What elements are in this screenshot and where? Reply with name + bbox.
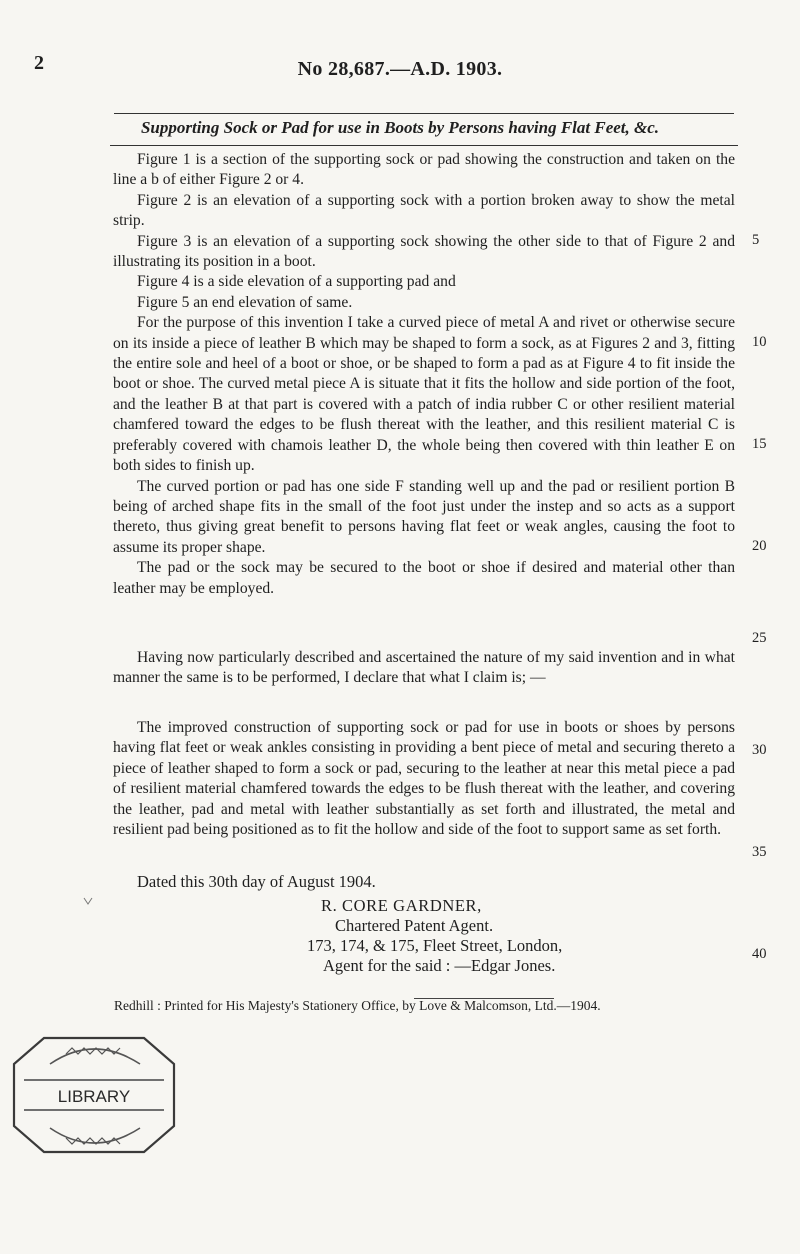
agent-for: Agent for the said : —Edgar Jones. <box>323 956 556 975</box>
subtitle-rule <box>110 145 738 146</box>
line-number: 15 <box>752 436 767 452</box>
paragraph: Figure 2 is an elevation of a supporting sock with a portion broken away to show the metal strip. <box>113 191 735 230</box>
signature-block <box>297 896 562 976</box>
paragraph: Figure 4 is a side elevation of a supporting pad and <box>137 273 456 291</box>
declaration: Having now particularly described and ascertained the nature of my said invention and in what manner the same is to be performed, I declare that what I claim is; — <box>113 649 735 687</box>
line-number: 30 <box>752 742 767 758</box>
claim: The improved construction of supporting sock or pad for use in boots or shoes by persons having flat feet or weak ankles consisting in providing a bent piece of metal and securing thereto a piece of leather shaped to form a sock or pad, securing to the leather at near this metal piece a pad of resilient material chamfered towards the edges to be flush thereat with the leather, and covering the leather, pad and metal with leather substantially as set forth and illustrated, the metal and resilient pad being positioned as to fit the hollow and side of the foot to support same as set forth. <box>113 719 735 839</box>
declaration-block <box>113 648 735 689</box>
line-number: 20 <box>752 538 767 554</box>
description-block <box>113 150 735 599</box>
dated-line: Dated this 30th day of August 1904. <box>137 872 376 891</box>
page-number: 2 <box>34 52 44 74</box>
header-rule <box>114 113 734 114</box>
line-number: 5 <box>752 232 760 248</box>
claim-block <box>113 718 735 840</box>
paragraph: Figure 5 an end elevation of same. <box>137 293 353 311</box>
patent-subtitle: Supporting Sock or Pad for use in Boots by Persons having Flat Feet, &c. <box>140 118 660 137</box>
pencil-mark-icon <box>83 895 93 910</box>
agent-name: R. CORE GARDNER, <box>321 896 482 915</box>
line-number: 40 <box>752 946 767 962</box>
line-number: 35 <box>752 844 767 860</box>
paragraph: The curved portion or pad has one side F standing well up and the pad or resilient portion B being of arched shape fits in the small of the foot just under the instep and so acts as a support thereto, thus giving great benefit to persons having flat feet or weak angles, causing the foot to assume its proper shape. <box>113 477 735 556</box>
line-number: 25 <box>752 630 767 646</box>
paragraph: Figure 3 is an elevation of a supporting sock showing the other side to that of Figure 2 and illustrating its position in a boot. <box>113 232 735 271</box>
patent-number: No 28,687.—A.D. 1903. <box>297 58 503 80</box>
printer-imprint: Redhill : Printed for His Majesty's Stationery Office, by Love & Malcomson, Ltd.—1904. <box>114 998 601 1013</box>
agent-title: Chartered Patent Agent. <box>335 916 494 935</box>
stamp-label: LIBRARY <box>57 1087 131 1106</box>
paragraph: The pad or the sock may be secured to the boot or shoe if desired and material other than leather may be employed. <box>113 559 735 597</box>
agent-address: 173, 174, & 175, Fleet Street, London, <box>307 936 563 955</box>
paragraph: For the purpose of this invention I take a curved piece of metal A and rivet or otherwise secure on its inside a piece of leather B which may be shaped to form a sock, as at Figures 2 and 3, fitting the entire sole and heel of a boot or shoe, or be shaped to form a pad as at Figure 4 to fit inside the boot or shoe. The curved metal piece A is situate that it fits the hollow and side portion of the foot, and the leather B at that part is covered with a patch of india rubber C or other resilient material chamfered toward the edges to be flush thereat with the leather, and this resilient material C is preferably covered with chamois leather D, the whole being then covered with thin leather E on both sides to finish up. <box>113 314 735 475</box>
paragraph: Figure 1 is a section of the supporting sock or pad showing the construction and taken on the line a b of either Figure 2 or 4. <box>113 151 735 189</box>
library-stamp-icon <box>4 1030 204 1160</box>
line-number: 10 <box>752 334 767 350</box>
